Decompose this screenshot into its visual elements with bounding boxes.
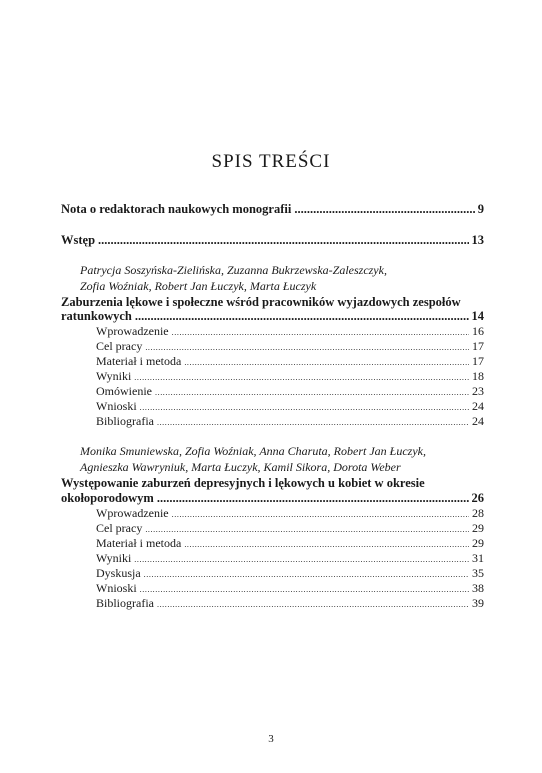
leader-dots [294, 202, 474, 217]
page-title: SPIS TREŚCI [211, 151, 331, 172]
author-line: Zofia Woźniak, Robert Jan Łuczyk, Marta Łuczyk [80, 279, 317, 293]
toc-section-page: 24 [472, 414, 484, 428]
toc-section-label: Cel pracy [96, 521, 143, 535]
chapter-title: Zaburzenia lękowe i społeczne wśród pracowników wyjazdowych zespołów [61, 295, 461, 309]
leader-dots [135, 309, 469, 324]
toc-entry-chapter[interactable] [61, 309, 484, 324]
toc-section-label: Bibliografia [96, 596, 154, 610]
toc-section-label: Cel pracy [96, 339, 143, 353]
toc-section-label: Omówienie [96, 384, 152, 398]
leader-dots [98, 233, 468, 248]
toc-section[interactable] [96, 566, 484, 581]
author-line: Agnieszka Wawryniuk, Marta Łuczyk, Kamil Sikora, Dorota Weber [80, 460, 401, 474]
leader-dots [145, 343, 469, 352]
toc-section-label: Wprowadzenie [96, 506, 169, 520]
leader-dots [157, 600, 469, 609]
leader-dots [184, 540, 469, 549]
toc-entry-page: 14 [471, 309, 484, 323]
leader-dots [140, 585, 469, 594]
toc-section-page: 35 [472, 566, 484, 580]
toc-section[interactable] [96, 551, 484, 566]
toc-section[interactable] [96, 339, 484, 354]
leader-dots [144, 570, 469, 579]
toc-section[interactable] [96, 536, 484, 551]
toc-section-page: 31 [472, 551, 484, 565]
toc-section[interactable] [96, 399, 484, 414]
toc-section-page: 17 [472, 354, 484, 368]
leader-dots [140, 403, 469, 412]
author-line: Monika Smuniewska, Zofia Woźniak, Anna Charuta, Robert Jan Łuczyk, [80, 444, 426, 458]
toc-section[interactable] [96, 581, 484, 596]
toc-section-page: 23 [472, 384, 484, 398]
page-number: 3 [268, 733, 274, 745]
toc-section-page: 29 [472, 536, 484, 550]
toc-entry-label: okołoporodowym [61, 491, 154, 505]
toc-entry-label: Wstęp [61, 233, 96, 247]
toc-section-label: Materiał i metoda [96, 354, 182, 368]
toc-entry-wstep[interactable] [61, 233, 484, 248]
chapter-authors [80, 443, 490, 475]
toc-section-page: 28 [472, 506, 484, 520]
toc-section-label: Materiał i metoda [96, 536, 182, 550]
leader-dots [172, 328, 469, 337]
toc-entry-page: 13 [471, 233, 484, 247]
toc-section-page: 17 [472, 339, 484, 353]
toc-section-page: 38 [472, 581, 484, 595]
toc-section-page: 39 [472, 596, 484, 610]
toc-section[interactable] [96, 384, 484, 399]
leader-dots [157, 491, 469, 506]
toc-entry-nota[interactable] [61, 202, 484, 217]
toc-section-page: 18 [472, 369, 484, 383]
toc-section-label: Bibliografia [96, 414, 154, 428]
toc-section-label: Dyskusja [96, 566, 141, 580]
toc-section[interactable] [96, 354, 484, 369]
toc-section-page: 24 [472, 399, 484, 413]
leader-dots [134, 555, 469, 564]
leader-dots [155, 388, 469, 397]
toc-section[interactable] [96, 506, 484, 521]
toc-section[interactable] [96, 369, 484, 384]
toc-section-label: Wyniki [96, 369, 132, 383]
leader-dots [157, 418, 469, 427]
toc-section-label: Wprowadzenie [96, 324, 169, 338]
toc-entry-page: 9 [477, 202, 484, 216]
toc-section-page: 29 [472, 521, 484, 535]
toc-section-label: Wnioski [96, 399, 137, 413]
toc-section-label: Wnioski [96, 581, 137, 595]
chapter-authors [80, 262, 490, 294]
leader-dots [145, 525, 469, 534]
toc-entry-label: Nota o redaktorach naukowych monografii [61, 202, 292, 216]
leader-dots [172, 510, 469, 519]
leader-dots [184, 358, 469, 367]
toc-section-page: 16 [472, 324, 484, 338]
toc-section[interactable] [96, 324, 484, 339]
toc-section[interactable] [96, 414, 484, 429]
toc-entry-chapter[interactable] [61, 491, 484, 506]
leader-dots [134, 373, 469, 382]
toc-entry-label: ratunkowych [61, 309, 132, 323]
toc-section[interactable] [96, 521, 484, 536]
toc-section-label: Wyniki [96, 551, 132, 565]
author-line: Patrycja Soszyńska-Zielińska, Zuzanna Bukrzewska-Zaleszczyk, [80, 263, 387, 277]
toc-entry-page: 26 [471, 491, 484, 505]
toc-section[interactable] [96, 596, 484, 611]
chapter-title: Występowanie zaburzeń depresyjnych i lękowych u kobiet w okresie [61, 476, 425, 490]
